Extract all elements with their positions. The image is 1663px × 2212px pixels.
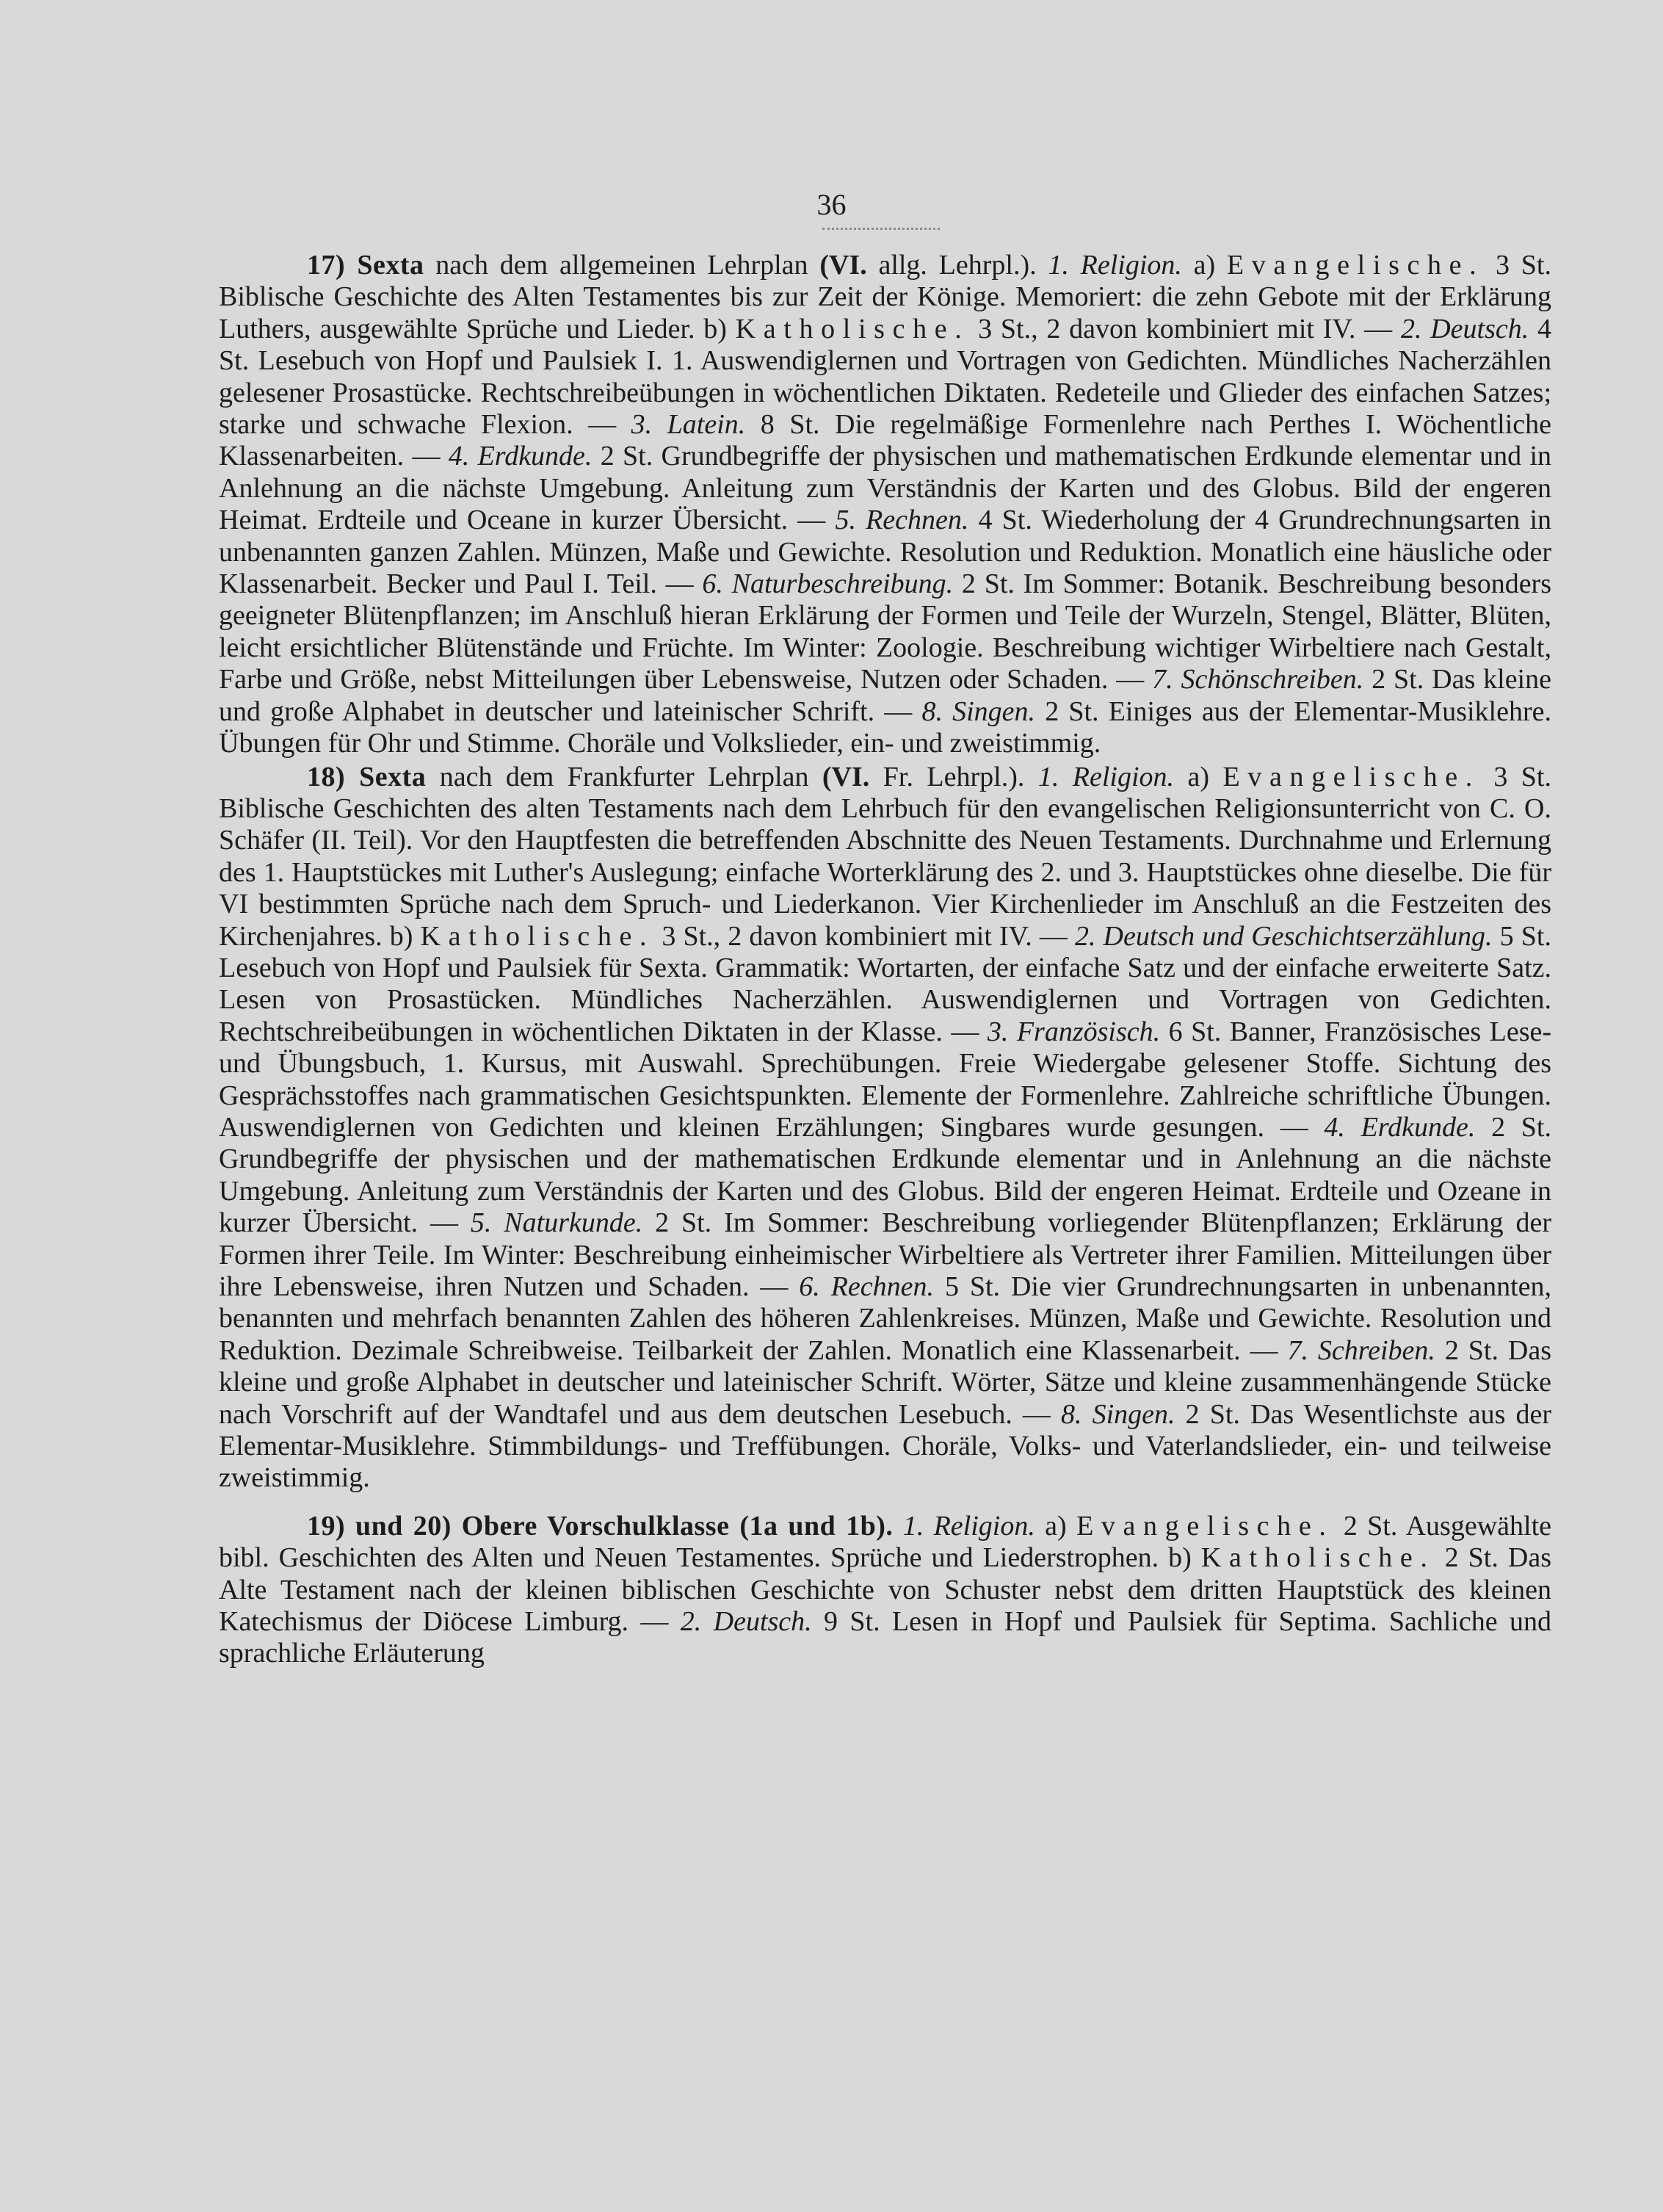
subject-label: 6. Naturbeschreibung. — [702, 568, 954, 600]
text-run: 2 St. Das Wesentlichste aus der Elementar-Musiklehre. Stimmbildungs- und Treffübungen. Choräle, Volks- und Vaterlandslieder, ein- und teilweise zweistimmig. — [219, 1398, 1551, 1494]
text-run — [893, 1511, 902, 1541]
text-run: 2 St. Das kleine und große Alphabet in deutscher und lateinischer Schrift. — — [219, 664, 1551, 727]
subject-label: 3. Französisch. — [987, 1016, 1161, 1047]
text-run: 5 St. Die vier Grundrechnungsarten in unbenannten, benannten und mehrfach benannten Zahlen des höheren Zahlenkreises. Münzen, Maße und Gewichte. Resolution und Reduktion. Dezimale Schreibweise. Teilbarkeit der Zahlen. Monatlich eine Klassenarbeit. — — [219, 1271, 1552, 1366]
text-run: a) — [1035, 1510, 1077, 1541]
subject-label: 2. Deutsch und Geschichtserzählung. — [1074, 920, 1493, 952]
text-run: nach dem allgemeinen Lehrplan — [424, 250, 820, 281]
class-abbrev: (VI. — [819, 250, 867, 281]
subject-label: 7. Schönschreiben. — [1152, 664, 1364, 695]
text-run: 2 St. Das kleine und große Alphabet in deutscher und lateinischer Schrift. Wörter, Sätze und kleine zusammenhängende Stücke nach Vorschrift auf der Wandtafel und aus dem deutschen Lesebuch. — — [219, 1334, 1551, 1430]
subject-label: 5. Rechnen. — [835, 505, 969, 536]
text-run: 2 St. Das Alte Testament nach der kleinen biblischen Geschichte von Schuster nebst dem dritten Hauptstück des kleinen Katechismus der Diöcese Limburg. — — [219, 1542, 1551, 1638]
subject-label: 3. Latein. — [631, 409, 746, 441]
text-run: 3 St., 2 davon kombiniert mit IV. — — [969, 313, 1401, 344]
subject-label: 1. Religion. — [1048, 250, 1182, 281]
text-run: 5 St. Lesebuch von Hopf und Paulsiek für Sexta. Grammatik: Wortarten, der einfache Satz und der einfache erweiterte Satz. Lesen von Prosastücken. Mündliches Nacherzählen. Auswendiglernen und Vortragen von Gedichten. Rechtschreibeübungen in wöchentlichen Diktaten in der Klasse. — — [219, 920, 1551, 1047]
text-run: 2 St. Im Sommer: Botanik. Beschreibung besonders geeigneter Blütenpflanzen; im Anschluß hieran Erklärung der Formen und Teile der Wurzeln, Stengel, Blätter, Blüten, leicht ersichtlicher Blütenstände und Früchte. Im Winter: Zoologie. Beschreibung wichtiger Wirbeltiere nach Gestalt, Farbe und Größe, nebst Mitteilungen über Lebensweise, Nutzen oder Schaden. — — [219, 568, 1552, 695]
subject-label: 7. Schreiben. — [1287, 1334, 1435, 1366]
subject-label: 2. Deutsch. — [680, 1606, 812, 1638]
subject-label: 4. Erdkunde. — [448, 441, 593, 472]
section-19-20 — [219, 1511, 1551, 1670]
text-run: nach dem Frankfurter Lehrplan — [426, 761, 822, 792]
text-run: 4 St. Lesebuch von Hopf und Paulsiek I. 1. Auswendiglernen und Vortragen von Gedichten. Mündliches Nacherzählen gelesener Prosastücke. Rechtschreibeübungen in wöchentlichen Diktaten. Redeteile und Glieder des einfachen Satzes; starke und schwache Flexion. — — [219, 313, 1551, 441]
subject-label: 6. Rechnen. — [799, 1271, 935, 1302]
section-18 — [219, 762, 1551, 1494]
text-run: 3 St., 2 davon kombiniert mit IV. — — [654, 920, 1075, 952]
text-run: 2 St. Im Sommer: Beschreibung vorliegender Blütenpflanzen; Erklärung der Formen ihrer Teile. Im Winter: Beschreibung einheimischer Wirbeltiere als Vertreter ihrer Familien. Mitteilungen über ihre Lebensweise, ihren Nutzen und Schaden. — — [219, 1207, 1551, 1302]
text-run: 3 St. Biblische Geschichte des Alten Testamentes bis zur Zeit der Könige. Memoriert: die zehn Gebote mit der Erklärung Luthers, ausgewählte Sprüche und Lieder. b) — [219, 250, 1551, 344]
subject-label: 4. Erdkunde. — [1324, 1111, 1476, 1143]
section-heading: 19) und 20) Obere Vorschulklasse (1a und 1b). — [307, 1510, 894, 1541]
subject-label: 2. Deutsch. — [1400, 313, 1529, 344]
subject-label: 1. Religion. — [902, 1510, 1035, 1541]
subject-label: 5. Naturkunde. — [470, 1207, 643, 1239]
confession-label: Katholische. — [735, 313, 970, 344]
section-heading: 17) Sexta — [307, 250, 424, 281]
text-run: allg. Lehrpl.). — [866, 250, 1048, 281]
subject-label: 8. Singen. — [921, 695, 1036, 727]
page-number: 36 — [816, 188, 847, 221]
text-run: 2 St. Ausgewählte bibl. Geschichten des Alten und Neuen Testamentes. Sprüche und Liederstrophen. b) — [219, 1510, 1552, 1574]
text-run: 9 St. Lesen in Hopf und Paulsiek für Septima. Sachliche und sprachliche Erläuterung — [219, 1606, 1551, 1669]
confession-label: Evangelische. — [1222, 761, 1480, 792]
text-run: 3 St. Biblische Geschichten des alten Testaments nach dem Lehrbuch für den evangelischen Religionsunterricht von C. O. Schäfer (II. Teil). Vor den Hauptfesten die betreffenden Abschnitte des Neuen Testaments. Durchnahme und Erlernung des 1. Hauptstückes mit Luther's Auslegung; einfache Worterklärung des 2. und 3. Hauptstückes ohne dieselbe. Die für VI bestimmten Sprüche nach dem Spruch- und Liederkanon. Vier Kirchenlieder im Anschluß an die Festzeiten des Kirchenjahres. b) — [219, 761, 1551, 952]
text-run: 4 St. Wiederholung der 4 Grundrechnungsarten in unbenannten ganzen Zahlen. Münzen, Maße und Gewichte. Resolution und Reduktion. Monatlich eine häusliche oder Klassenarbeit. Becker und Paul I. Teil. — — [219, 505, 1552, 600]
page-number-ornament — [822, 220, 940, 230]
text-run: a) — [1181, 250, 1227, 281]
text-run: Fr. Lehrpl.). — [869, 761, 1038, 792]
document-body — [219, 250, 1551, 1670]
section-text — [219, 762, 1551, 1494]
text-run: 8 St. Die regelmäßige Formenlehre nach Perthes I. Wöchentliche Klassenarbeiten. — — [219, 409, 1552, 472]
confession-label: Katholische. — [420, 920, 655, 952]
section-heading: 18) Sexta — [307, 761, 427, 792]
class-abbrev: (VI. — [822, 761, 870, 792]
subject-label: 8. Singen. — [1061, 1398, 1175, 1430]
text-run: 2 St. Grundbegriffe der physischen und mathematischen Erdkunde elementar und in Anlehnung an die nächste Umgebung. Anleitung zum Verständnis der Karten und des Globus. Bild der engeren Heimat. Erdteile und Oceane in kurzer Übersicht. — — [219, 441, 1552, 536]
section-17 — [219, 250, 1551, 760]
text-run: 2 St. Einiges aus der Elementar-Musiklehre. Übungen für Ohr und Stimme. Choräle und Volkslieder, ein- und zweistimmig. — [219, 695, 1551, 759]
confession-label: Evangelische. — [1226, 250, 1485, 281]
text-run: 2 St. Grundbegriffe der physischen und der mathematischen Erdkunde elementar und in Anlehnung an die nächste Umgebung. Anleitung zum Verständnis der Karten und des Globus. Bild der engeren Heimat. Erdteile und Ozeane in kurzer Übersicht. — — [219, 1111, 1551, 1239]
text-run: a) — [1174, 761, 1223, 792]
subject-label: 1. Religion. — [1037, 761, 1175, 792]
text-run: 6 St. Banner, Französisches Lese- und Übungsbuch, 1. Kursus, mit Auswahl. Sprechübungen. Freie Wiedergabe gelesener Stoffe. Sichtung des Gesprächsstoffes nach grammatischen Gesichtspunkten. Elemente der Formenlehre. Zahlreiche schriftliche Übungen. Auswendiglernen von Gedichten und kleinen Erzählungen; Singbares wurde gesungen. — — [219, 1016, 1551, 1143]
confession-label: Evangelische. — [1076, 1510, 1334, 1541]
section-text — [219, 250, 1551, 759]
confession-label: Katholische. — [1200, 1542, 1435, 1574]
